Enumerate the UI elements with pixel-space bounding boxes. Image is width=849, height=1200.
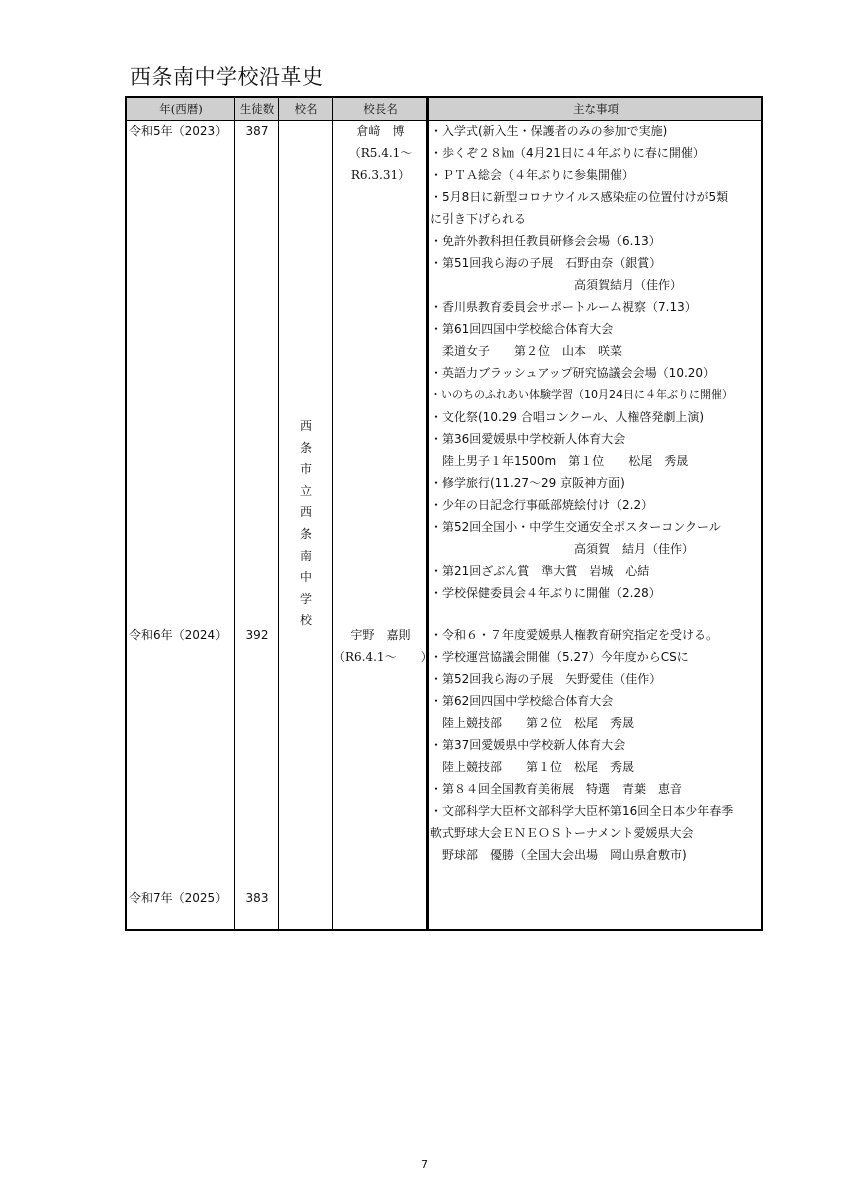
event-item: ・文化祭(10.29 合唱コンクール、人権啓発劇上演) <box>430 410 705 424</box>
event-item: 高須賀結月（佳作） <box>430 278 683 292</box>
header-events: 主な事項 <box>573 102 619 116</box>
event-item: ・香川県教育委員会サポートルーム視察（7.13） <box>430 300 697 314</box>
column-divider <box>234 98 235 929</box>
school-char: 西 <box>299 419 312 433</box>
event-item: ・いのちのふれあい体験学習（10月24日に４年ぶりに開催） <box>430 388 733 401</box>
event-item: ・第51回我ら海の子展 石野由奈（銀賞） <box>430 256 662 270</box>
students-cell: 387 <box>245 124 269 138</box>
event-item: ・第８４回全国教育美術展 特選 青葉 恵音 <box>430 782 683 796</box>
history-table <box>125 96 763 931</box>
event-item: 陸上競技部 第２位 松尾 秀晟 <box>430 716 635 730</box>
page-title: 西条南中学校沿革史 <box>130 65 324 89</box>
school-char: 西 <box>299 505 312 520</box>
school-char: 中 <box>299 570 312 585</box>
year-cell: 令和5年（2023） <box>129 124 228 138</box>
event-item: ・歩くぞ２８㎞（4月21日に４年ぶりに春に開催） <box>430 146 705 160</box>
event-item: ・ＰＴＡ総会（４年ぶりに参集開催） <box>430 168 635 182</box>
page-number: 7 <box>421 1158 428 1171</box>
school-char: 立 <box>299 483 312 498</box>
event-item: ・第36回愛媛県中学校新人体育大会 <box>430 432 626 446</box>
school-char: 条 <box>299 440 312 455</box>
header-year: 年(西暦) <box>159 102 203 116</box>
event-item: ・少年の日記念行事砥部焼絵付け（2.2） <box>430 498 654 512</box>
event-item: ・文部科学大臣杯文部科学大臣杯第16回全日本少年春季 <box>430 804 734 818</box>
principal-term-start: （R6.4.1～ ） <box>333 650 433 664</box>
events-2024 <box>430 624 766 866</box>
event-item: ・令和６・７年度愛媛県人権教育研究指定を受ける。 <box>430 628 719 642</box>
event-item: ・第52回全国小・中学生交通安全ポスターコンクール <box>430 520 721 534</box>
event-item: 陸上競技部 第１位 松尾 秀晟 <box>430 760 635 774</box>
event-item: 野球部 優勝（全国大会出場 岡山県倉敷市) <box>430 848 687 862</box>
school-char: 条 <box>299 526 312 541</box>
event-item: に引き下げられる <box>430 212 527 226</box>
event-item: ・第21回ざぶん賞 準大賞 岩城 心結 <box>430 564 650 578</box>
event-item: ・免許外教科担任教員研修会会場（6.13） <box>430 234 661 248</box>
column-divider <box>426 98 429 929</box>
event-item: ・第37回愛媛県中学校新人体育大会 <box>430 738 626 752</box>
year-cell: 令和7年（2025） <box>129 891 228 905</box>
school-char: 校 <box>299 613 312 628</box>
event-item: ・第62回四国中学校総合体育大会 <box>430 694 614 708</box>
event-item: 陸上男子１年1500m 第１位 松尾 秀晟 <box>430 454 689 468</box>
school-char: 南 <box>299 548 312 563</box>
students-cell: 392 <box>245 628 269 642</box>
event-item: ・修学旅行(11.27～29 京阪神方面) <box>430 476 625 490</box>
event-item: ・第61回四国中学校総合体育大会 <box>430 322 614 336</box>
event-item: ・学校保健委員会４年ぶりに開催（2.28） <box>430 586 661 600</box>
principal-term-start: （R5.4.1～ <box>348 146 413 160</box>
principal-name: 倉﨑 博 <box>356 124 405 138</box>
principal-name: 宇野 嘉則 <box>350 628 411 642</box>
event-item: ・英語力ブラッシュアップ研究協議会会場（10.20） <box>430 366 716 380</box>
event-item: 軟式野球大会ＥＮＥＯＳトーナメント愛媛県大会 <box>430 826 694 840</box>
header-school: 校名 <box>294 102 318 116</box>
principal-term-end: R6.3.31） <box>350 168 411 182</box>
students-cell: 383 <box>245 891 269 905</box>
year-cell: 令和6年（2024） <box>129 628 228 642</box>
school-char: 学 <box>299 591 312 606</box>
school-char: 市 <box>299 462 312 477</box>
header-students: 生徒数 <box>239 102 275 116</box>
table-header <box>127 98 761 121</box>
school-name-vertical <box>280 416 332 632</box>
column-divider <box>278 98 279 929</box>
event-item: 柔道女子 第２位 山本 咲菜 <box>430 344 623 358</box>
event-item: ・入学式(新入生・保護者のみの参加で実施) <box>430 124 668 138</box>
event-item: ・第52回我ら海の子展 矢野愛佳（佳作） <box>430 672 662 686</box>
header-principal: 校長名 <box>363 102 398 116</box>
event-item: ・5月8日に新型コロナウイルス感染症の位置付けが5類 <box>430 190 729 204</box>
events-2023 <box>430 120 766 604</box>
column-divider <box>332 98 333 929</box>
event-item: 高須賀 結月（佳作） <box>430 542 695 556</box>
event-item: ・学校運営協議会開催（5.27）今年度からCSに <box>430 650 689 664</box>
